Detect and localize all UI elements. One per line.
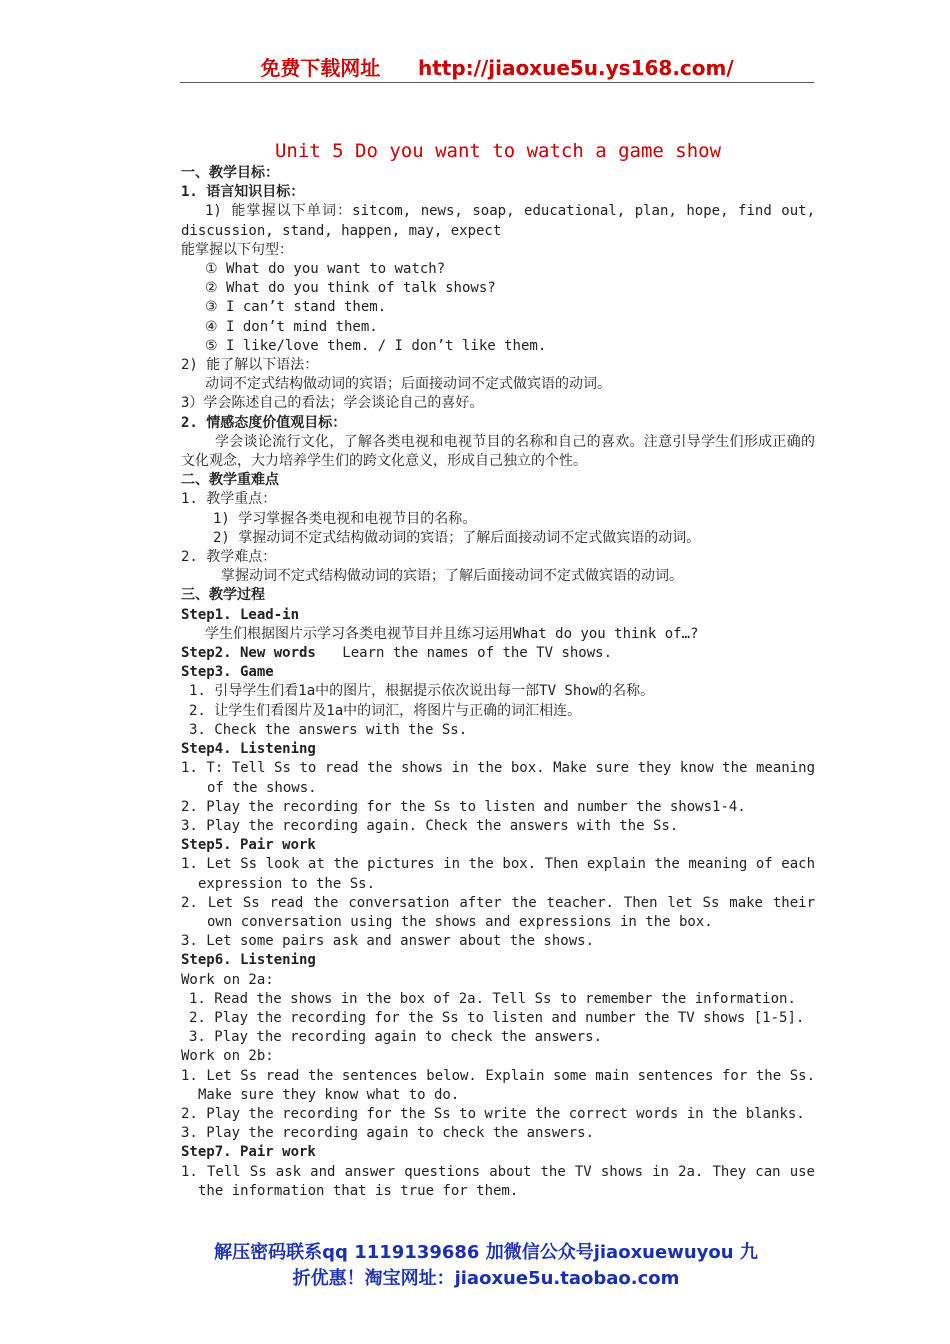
footer-line: 解压密码联系qq 1119139686 加微信公众号jiaoxuewuyou 九 <box>214 1242 758 1263</box>
document-body <box>181 138 815 1201</box>
step-heading: Step5. Pair work <box>181 837 316 854</box>
list-item: 2. 让学生们看图片及1a中的词汇，将图片与正确的词汇相连。 <box>189 702 582 719</box>
list-item: 2) 掌握动词不定式结构做动词的宾语；了解后面接动词不定式做宾语的动词。 <box>213 529 701 546</box>
step-heading: Step2. New words <box>181 645 316 662</box>
list-item: ② What do you think of talk shows? <box>205 280 496 297</box>
footer-line: 折优惠！淘宝网址：jiaoxue5u.taobao.com <box>292 1268 680 1289</box>
page-header <box>180 52 814 83</box>
list-item: 1) 学习掌握各类电视和电视节目的名称。 <box>213 510 477 527</box>
paragraph: 学会谈论流行文化，了解各类电视和电视节目的名称和自己的喜欢。注意引导学生们形成正确的文化观念，大力培养学生们的跨文化意义，形成自己独立的个性。 <box>181 433 815 470</box>
paragraph: 动词不定式结构做动词的宾语；后面接动词不定式做宾语的动词。 <box>205 376 611 393</box>
list-item: 3. Play the recording again to check the answers. <box>181 1125 595 1142</box>
paragraph: 3）学会陈述自己的看法；学会谈论自己的喜好。 <box>181 395 484 412</box>
list-item: ⑤ I like/love them. / I don’t like them. <box>205 337 547 354</box>
list-item: 3. Let some pairs ask and answer about the shows. <box>181 933 595 950</box>
step-heading: Step1. Lead-in <box>181 606 300 623</box>
paragraph: 1) 能掌握以下单词：sitcom, news, soap, educational, plan, hope, find out, discussion, stand, happen, may, expect <box>181 203 815 239</box>
document-title: Unit 5 Do you want to watch a game show <box>274 140 722 162</box>
step-heading: Step3. Game <box>181 664 274 681</box>
list-item: 3. Play the recording again to check the answers. <box>189 1029 603 1046</box>
list-item: 1. Read the shows in the box of 2a. Tell Ss to remember the information. <box>189 990 796 1007</box>
step-heading: Step6. Listening <box>181 952 316 969</box>
section-heading: 三、教学过程 <box>181 587 265 604</box>
paragraph: 掌握动词不定式结构做动词的宾语；了解后面接动词不定式做宾语的动词。 <box>221 568 683 585</box>
step-heading: Step7. Pair work <box>181 1144 316 1161</box>
step-heading: Step4. Listening <box>181 741 316 758</box>
step-text: Learn the names of the TV shows. <box>342 645 613 662</box>
list-item: 2. Let Ss read the conversation after the teacher. Then let Ss make their own conversation using the shows and expressions in the box. <box>181 894 815 930</box>
paragraph: Work on 2b: <box>181 1048 274 1065</box>
list-item: 2. Play the recording for the Ss to write the correct words in the blanks. <box>181 1105 805 1122</box>
paragraph: 学生们根据图片示学习各类电视节目并且练习运用What do you think of…? <box>205 625 699 642</box>
list-item: ① What do you want to watch? <box>205 261 446 278</box>
list-item: 1. 引导学生们看1a中的图片，根据提示依次说出每一部TV Show的名称。 <box>189 683 655 700</box>
paragraph: 2) 能了解以下语法： <box>181 357 319 374</box>
list-item: 1. Let Ss read the sentences below. Explain some main sentences for the Ss. Make sure they know what to do. <box>181 1067 815 1103</box>
list-item: 1. Let Ss look at the pictures in the box. Then explain the meaning of each expression to the Ss. <box>181 856 815 892</box>
list-item: 1. Tell Ss ask and answer questions about the TV shows in 2a. They can use the information that is true for them. <box>181 1163 815 1199</box>
subsection-heading: 2. 教学难点： <box>181 549 277 566</box>
subsection-heading: 2. 情感态度价值观目标： <box>181 414 347 431</box>
list-item: 1. T: Tell Ss to read the shows in the box. Make sure they know the meaning of the shows. <box>181 760 815 796</box>
section-heading: 一、教学目标： <box>181 165 279 181</box>
section-heading: 二、教学重难点 <box>181 472 279 489</box>
subsection-heading: 1. 教学重点： <box>181 491 277 508</box>
list-item: 3. Play the recording again. Check the answers with the Ss. <box>181 817 679 834</box>
paragraph: Work on 2a: <box>181 971 274 988</box>
list-item: 3. Check the answers with the Ss. <box>189 721 468 738</box>
header-url[interactable]: http://jiaoxue5u.ys168.com/ <box>417 56 734 80</box>
paragraph: 能掌握以下句型： <box>181 241 293 258</box>
page-footer <box>181 1240 791 1292</box>
list-item: ③ I can’t stand them. <box>205 299 387 316</box>
list-item: ④ I don’t mind them. <box>205 318 378 335</box>
step-line <box>181 644 815 663</box>
list-item: 2. Play the recording for the Ss to listen and number the shows1-4. <box>181 798 746 815</box>
list-item: 2. Play the recording for the Ss to listen and number the TV shows [1-5]. <box>189 1009 805 1026</box>
header-label: 免费下载网址 <box>260 56 381 80</box>
subsection-heading: 1. 语言知识目标： <box>181 184 305 201</box>
